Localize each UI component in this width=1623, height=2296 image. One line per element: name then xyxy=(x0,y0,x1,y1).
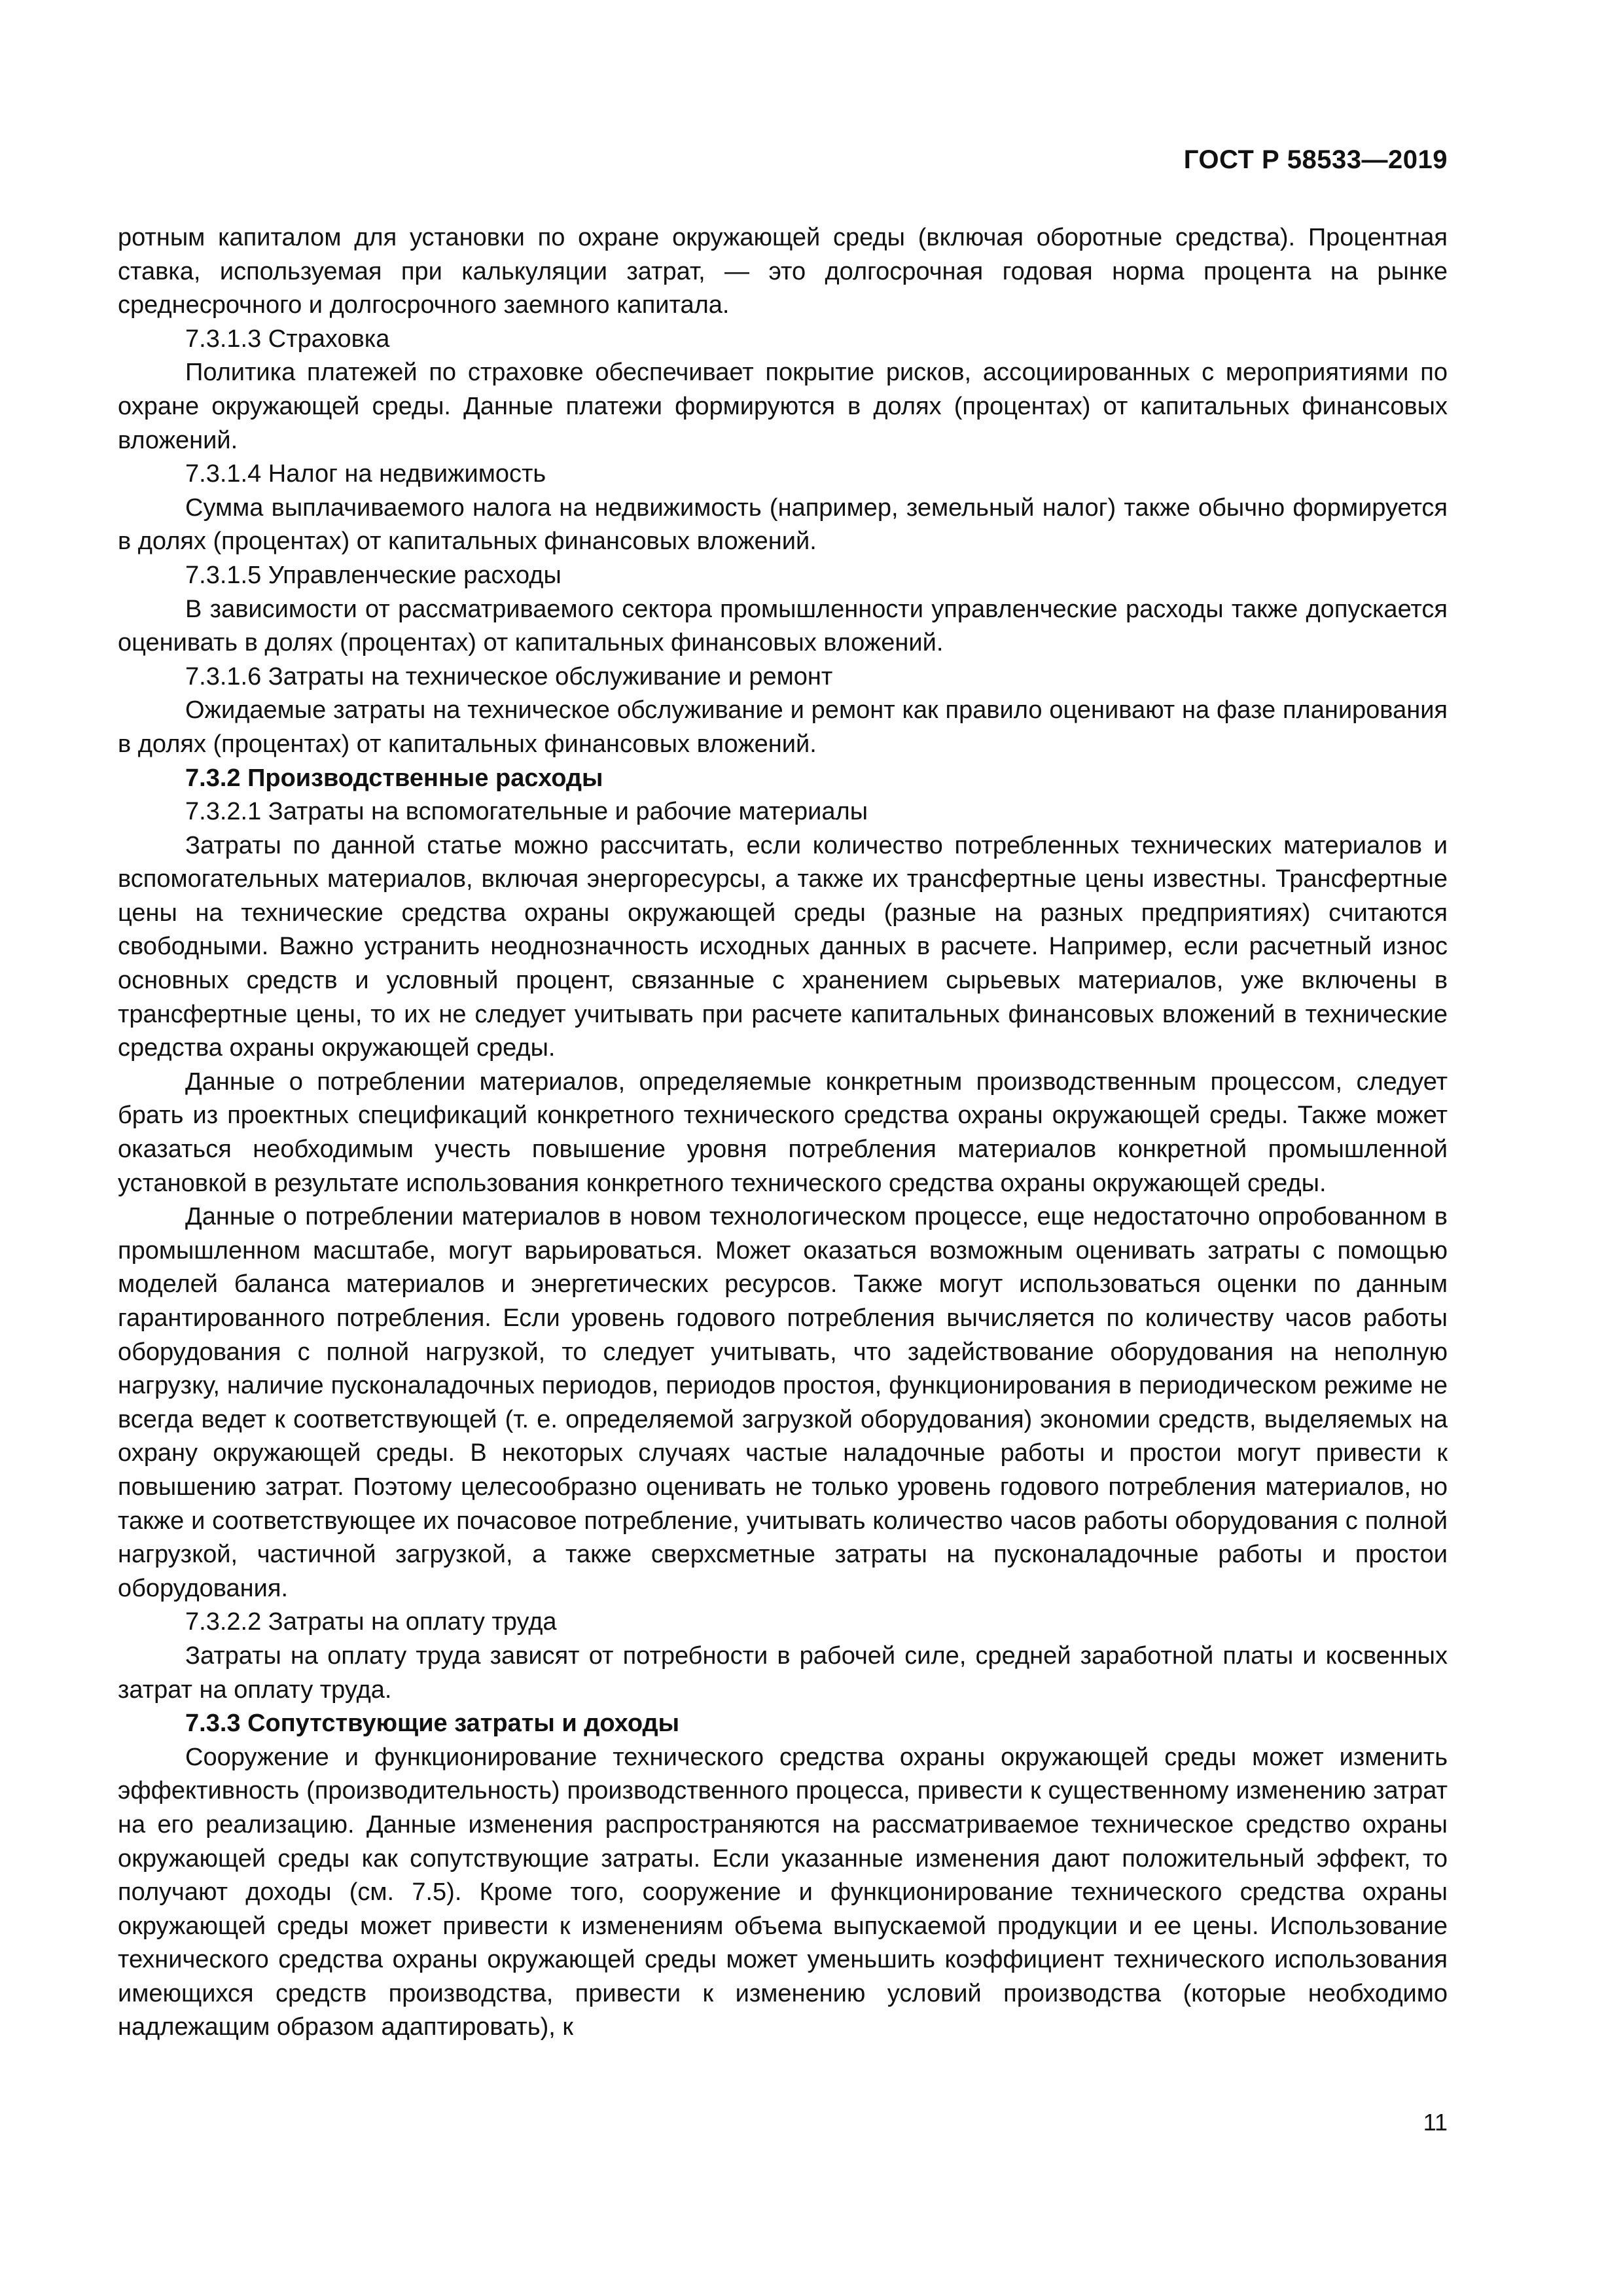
section-heading-7-3-3: 7.3.3 Сопутствующие затраты и доходы xyxy=(185,1710,680,1738)
paragraph-continuation: ротным капиталом для установки по охране окружающей среды (включая оборотные средства). Процентная ставка, используемая при калькуляции затрат, — это долгосрочная годовая норма процента на рынке среднесрочного и долгосрочного заемного капитала. xyxy=(118,224,1448,319)
paragraph: Сооружение и функционирование технического средства охраны окружающей среды может изменить эффективность (производительность) производственного процесса, привести к существенному изменению затрат на его реализацию. Данные изменения распространяются на рассматриваемое техническое средство охраны окружающей среды как сопутствующие затраты. Если указанные изменения дают положительный эффект, то получают доходы (см. 7.5). Кроме того, сооружение и функционирование технического средства охраны окружающей среды может привести к изменениям объема выпускаемой продукции и ее цены. Использование технического средства охраны окружающей среды может уменьшить коэффициент технического использования имеющихся средств производства, привести к изменению условий производства (которые необходимо надлежащим образом адаптировать), к xyxy=(118,1743,1448,2041)
paragraph: Данные о потреблении материалов в новом технологическом процессе, еще недостаточно опробованном в промышленном масштабе, могут варьироваться. Может оказаться возможным оценивать затраты с помощью моделей баланса материалов и энергетических ресурсов. Также могут использоваться оценки по данным гарантированного потребления. Если уровень годового потребления вычисляется по количеству часов работы оборудования с полной нагрузкой, то следует учитывать, что задействование оборудования на неполную нагрузку, наличие пусконаладочных периодов, периодов простоя, функционирования в периодическом режиме не всегда ведет к соответствующей (т. е. определяемой загрузкой оборудования) экономии средств, выделяемых на охрану окружающей среды. В некоторых случаях частые наладочные работы и простои могут привести к повышению затрат. Поэтому целесообразно оценивать не только уровень годового потребления материалов, но также и соответствующее их почасовое потребление, учитывать количество часов работы оборудования с полной нагрузкой, частичной загрузкой, а также сверхсметные затраты на пусконаладочные работы и простои оборудования. xyxy=(118,1203,1448,1602)
paragraph: Ожидаемые затраты на техническое обслуживание и ремонт как правило оценивают на фазе планирования в долях (процентах) от капитальных финансовых вложений. xyxy=(118,696,1448,758)
page-number: 11 xyxy=(1423,2109,1448,2136)
section-heading-7-3-2: 7.3.2 Производственные расходы xyxy=(185,764,603,792)
paragraph: Данные о потреблении материалов, определяемые конкретным производственным процессом, следует брать из проектных спецификаций конкретного технического средства охраны окружающей среды. Также может оказаться необходимым учесть повышение уровня потребления материалов конкретной промышленной установкой в результате использования конкретного технического средства охраны окружающей среды. xyxy=(118,1067,1448,1197)
section-heading-7-3-1-5: 7.3.1.5 Управленческие расходы xyxy=(185,561,562,589)
section-heading-7-3-1-4: 7.3.1.4 Налог на недвижимость xyxy=(185,460,546,488)
paragraph: Затраты по данной статье можно рассчитать, если количество потребленных технических материалов и вспомогательных материалов, включая энергоресурсы, а также их трансфертные цены известны. Трансфертные цены на технические средства охраны окружающей среды (разные на разных предприятиях) считаются свободными. Важно устранить неоднозначность исходных данных в расчете. Например, если расчетный износ основных средств и условный процент, связанные с хранением сырьевых материалов, уже включены в трансфертные цены, то их не следует учитывать при расчете капитальных финансовых вложений в технические средства охраны окружающей среды. xyxy=(118,831,1448,1062)
paragraph: В зависимости от рассматриваемого сектора промышленности управленческие расходы также допускается оценивать в долях (процентах) от капитальных финансовых вложений. xyxy=(118,595,1448,657)
section-heading-7-3-2-2: 7.3.2.2 Затраты на оплату труда xyxy=(185,1608,557,1636)
paragraph: Сумма выплачиваемого налога на недвижимость (например, земельный налог) также обычно формируется в долях (процентах) от капитальных финансовых вложений. xyxy=(118,493,1448,556)
document-body xyxy=(118,221,1448,2045)
section-heading-7-3-2-1: 7.3.2.1 Затраты на вспомогательные и рабочие материалы xyxy=(185,798,868,826)
section-heading-7-3-1-3: 7.3.1.3 Страховка xyxy=(185,325,390,353)
paragraph: Затраты на оплату труда зависят от потребности в рабочей силе, средней заработной платы и косвенных затрат на оплату труда. xyxy=(118,1641,1448,1704)
section-heading-7-3-1-6: 7.3.1.6 Затраты на техническое обслуживание и ремонт xyxy=(185,662,833,691)
document-code: ГОСТ Р 58533—2019 xyxy=(1183,145,1448,174)
paragraph: Политика платежей по страховке обеспечивает покрытие рисков, ассоциированных с мероприятиями по охране окружающей среды. Данные платежи формируются в долях (процентах) от капитальных финансовых вложений. xyxy=(118,359,1448,454)
